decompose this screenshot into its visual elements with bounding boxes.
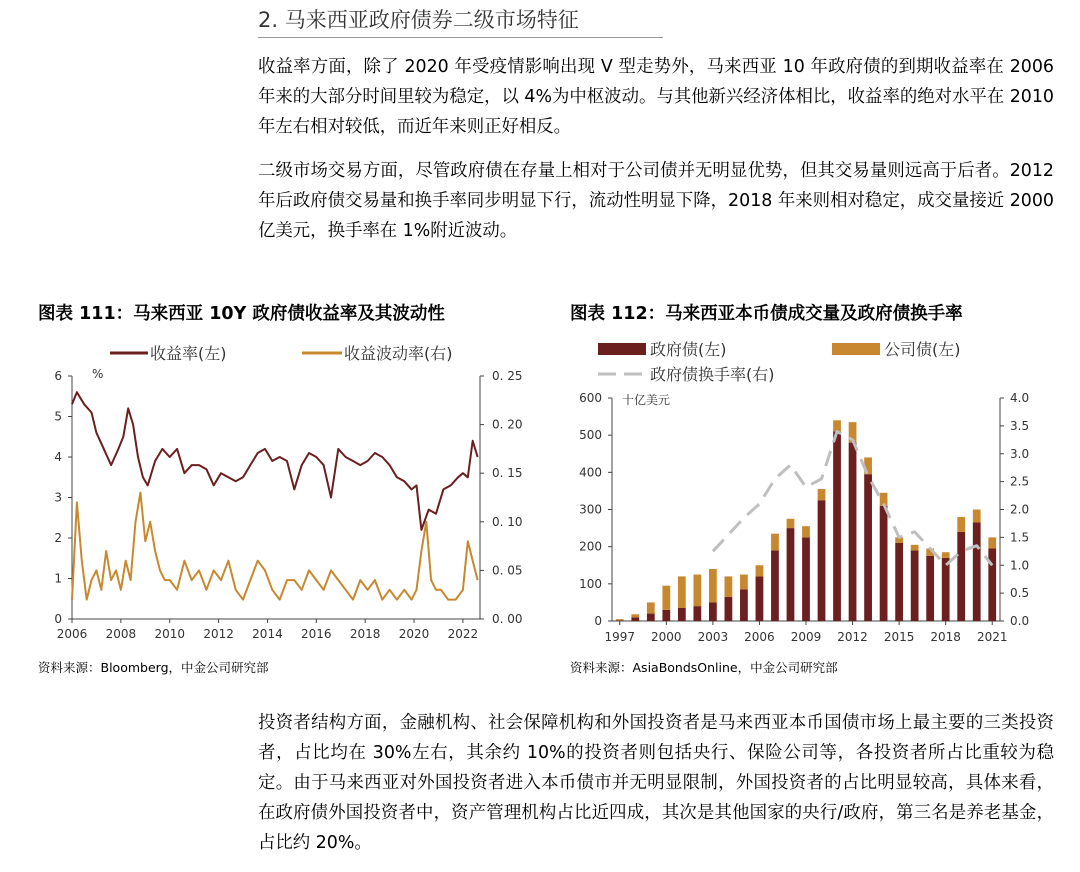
government-bond-bar bbox=[849, 443, 857, 621]
x-tick-label: 2018 bbox=[930, 630, 961, 644]
right-tick-label: 4.0 bbox=[1010, 391, 1030, 405]
x-tick-label: 2012 bbox=[837, 630, 868, 644]
right-tick-label: 0. 15 bbox=[492, 466, 523, 481]
x-tick-label: 2012 bbox=[203, 627, 234, 641]
right-tick-label: 3.5 bbox=[1010, 418, 1030, 433]
government-bond-bar bbox=[616, 620, 624, 621]
x-tick-label: 2010 bbox=[154, 627, 185, 641]
right-tick-label: 0.5 bbox=[1010, 586, 1030, 601]
corporate-bond-bar bbox=[740, 575, 748, 590]
corporate-bond-bar bbox=[787, 519, 795, 528]
government-bond-bar bbox=[942, 558, 950, 621]
x-tick-label: 2018 bbox=[349, 627, 381, 641]
x-tick-label: 2003 bbox=[697, 630, 729, 644]
right-tick-label: 2.5 bbox=[1010, 474, 1030, 489]
right-tick-label: 1.0 bbox=[1010, 558, 1030, 573]
volatility-series-line bbox=[72, 493, 478, 600]
x-tick-label: 2015 bbox=[883, 630, 915, 644]
figure-111-source: 资料来源：Bloomberg，中金公司研究部 bbox=[38, 660, 269, 675]
government-bond-bar bbox=[926, 556, 934, 621]
right-tick-label: 0. 20 bbox=[492, 417, 523, 432]
right-tick-label: 0. 25 bbox=[492, 369, 523, 383]
corporate-bond-bar bbox=[988, 537, 996, 548]
right-tick-label: 0. 00 bbox=[492, 612, 523, 626]
left-tick-label: 1 bbox=[54, 571, 62, 586]
left-tick-label: 100 bbox=[579, 576, 602, 591]
right-tick-label: 3.0 bbox=[1010, 446, 1030, 461]
x-tick-label: 2021 bbox=[976, 630, 1008, 644]
corporate-bond-bar bbox=[942, 552, 950, 558]
government-bond-bar bbox=[647, 614, 655, 621]
corporate-bond-bar bbox=[631, 614, 639, 617]
right-tick-label: 0. 10 bbox=[492, 514, 523, 529]
section-heading: 2. 马来西亚政府债券二级市场特征 bbox=[258, 4, 663, 38]
left-tick-label: 6 bbox=[54, 369, 62, 383]
government-bond-bar bbox=[833, 431, 841, 621]
paragraph-yield: 收益率方面，除了 2020 年受疫情影响出现 V 型走势外，马来西亚 10 年政府债的到期收益率在 2006 年来的大部分时间里较为稳定，以 4%为中枢波动。与其他新兴经济体相比，收益率的绝对水平在 2010 年左右相对较低，而近年来则正好相反。 bbox=[258, 57, 1054, 137]
yield-series-line bbox=[72, 392, 478, 530]
x-tick-label: 1997 bbox=[604, 630, 636, 644]
left-tick-label: 200 bbox=[579, 539, 602, 554]
x-tick-label: 2006 bbox=[744, 630, 775, 644]
left-tick-label: 5 bbox=[54, 409, 62, 424]
right-tick-label: 0.0 bbox=[1010, 614, 1030, 628]
corporate-bond-bar bbox=[678, 576, 686, 608]
right-tick-label: 2.0 bbox=[1010, 502, 1030, 517]
left-tick-label: 0 bbox=[54, 612, 62, 626]
x-tick-label: 2008 bbox=[105, 627, 137, 641]
government-bond-bar bbox=[802, 537, 810, 621]
government-bond-bar bbox=[973, 523, 981, 621]
government-bond-bar bbox=[725, 597, 733, 621]
x-tick-label: 2006 bbox=[56, 627, 88, 641]
government-bond-bar bbox=[957, 532, 965, 621]
right-tick-label: 0. 05 bbox=[492, 563, 523, 578]
government-bond-bar bbox=[818, 500, 826, 621]
figure-112-source: 资料来源：AsiaBondsOnline，中金公司研究部 bbox=[570, 660, 838, 675]
corporate-bond-bar bbox=[833, 420, 841, 431]
left-tick-label: 600 bbox=[579, 391, 602, 405]
corporate-bond-bar bbox=[818, 489, 826, 500]
government-bond-bar bbox=[895, 543, 903, 621]
government-bond-bar bbox=[864, 474, 872, 621]
government-bond-bar bbox=[678, 608, 686, 621]
government-bond-bar bbox=[631, 617, 639, 621]
legend-yield-label: 收益率(左) bbox=[150, 344, 227, 363]
left-unit-label: 十亿美元 bbox=[622, 393, 671, 407]
government-bond-bar bbox=[787, 528, 795, 621]
left-tick-label: 0 bbox=[594, 614, 602, 628]
x-tick-label: 2020 bbox=[398, 627, 430, 641]
figure-112-title: 图表 112：马来西亚本币债成交量及政府债换手率 bbox=[570, 304, 963, 324]
corporate-bond-bar bbox=[709, 569, 717, 602]
corporate-bond-bar bbox=[771, 534, 779, 551]
trading-volume-chart bbox=[560, 336, 1060, 646]
x-tick-label: 2009 bbox=[790, 630, 822, 644]
left-tick-label: 3 bbox=[54, 490, 62, 505]
government-bond-bar bbox=[880, 506, 888, 621]
corporate-bond-bar bbox=[693, 575, 701, 607]
government-bond-bar bbox=[756, 576, 764, 621]
legend-government-label: 政府债(左) bbox=[650, 340, 727, 359]
corporate-bond-bar bbox=[911, 545, 919, 551]
figure-111-title: 图表 111：马来西亚 10Y 政府债收益率及其波动性 bbox=[38, 304, 445, 324]
x-tick-label: 2014 bbox=[252, 627, 283, 641]
left-unit-label: % bbox=[92, 367, 104, 381]
government-bond-bar bbox=[662, 610, 670, 621]
government-bond-bar bbox=[988, 549, 996, 621]
left-tick-label: 400 bbox=[579, 465, 602, 480]
x-tick-label: 2000 bbox=[651, 630, 682, 644]
legend-turnover-label: 政府债换手率(右) bbox=[650, 365, 775, 384]
paragraph-investors: 投资者结构方面，金融机构、社会保障机构和外国投资者是马来西亚本币国债市场上最主要的三类投资者，占比均在 30%左右，其余约 10%的投资者则包括央行、保险公司等，各投资者所占比重较为稳定。由于马来西亚对外国投资者进入本币债市并无明显限制，外国投资者的占比明显较高，具体来看，在政府债外国投资者中，资产管理机构占比近四成，其次是其他国家的央行/政府，第三名是养老基金，占比约 20%。 bbox=[258, 713, 1054, 853]
right-tick-label: 1.5 bbox=[1010, 530, 1030, 545]
government-bond-bar bbox=[709, 602, 717, 621]
corporate-bond-bar bbox=[802, 526, 810, 537]
government-bond-bar bbox=[771, 550, 779, 621]
corporate-bond-bar bbox=[756, 565, 764, 576]
legend-corporate-label: 公司债(左) bbox=[884, 340, 961, 359]
government-bond-bar bbox=[740, 589, 748, 621]
legend-government-swatch bbox=[598, 343, 646, 355]
left-tick-label: 300 bbox=[579, 502, 602, 517]
x-tick-label: 2016 bbox=[301, 627, 332, 641]
government-bond-bar bbox=[693, 606, 701, 621]
legend-volatility-label: 收益波动率(右) bbox=[344, 344, 453, 363]
corporate-bond-bar bbox=[957, 517, 965, 532]
left-tick-label: 500 bbox=[579, 428, 602, 443]
left-tick-label: 4 bbox=[54, 450, 62, 464]
corporate-bond-bar bbox=[647, 602, 655, 613]
x-tick-label: 2022 bbox=[447, 627, 479, 641]
corporate-bond-bar bbox=[973, 510, 981, 523]
legend-corporate-swatch bbox=[832, 343, 880, 355]
corporate-bond-bar bbox=[616, 619, 624, 620]
paragraph-trading: 二级市场交易方面，尽管政府债在存量上相对于公司债并无明显优势，但其交易量则远高于后者。2012 年后政府债交易量和换手率同步明显下行，流动性明显下降，2018 年来则相对稳定，成交量接近 2000 亿美元，换手率在 1%附近波动。 bbox=[258, 161, 1054, 241]
left-tick-label: 2 bbox=[54, 531, 62, 545]
yield-volatility-chart bbox=[30, 336, 523, 646]
corporate-bond-bar bbox=[725, 576, 733, 596]
government-bond-bar bbox=[911, 550, 919, 621]
corporate-bond-bar bbox=[662, 586, 670, 610]
